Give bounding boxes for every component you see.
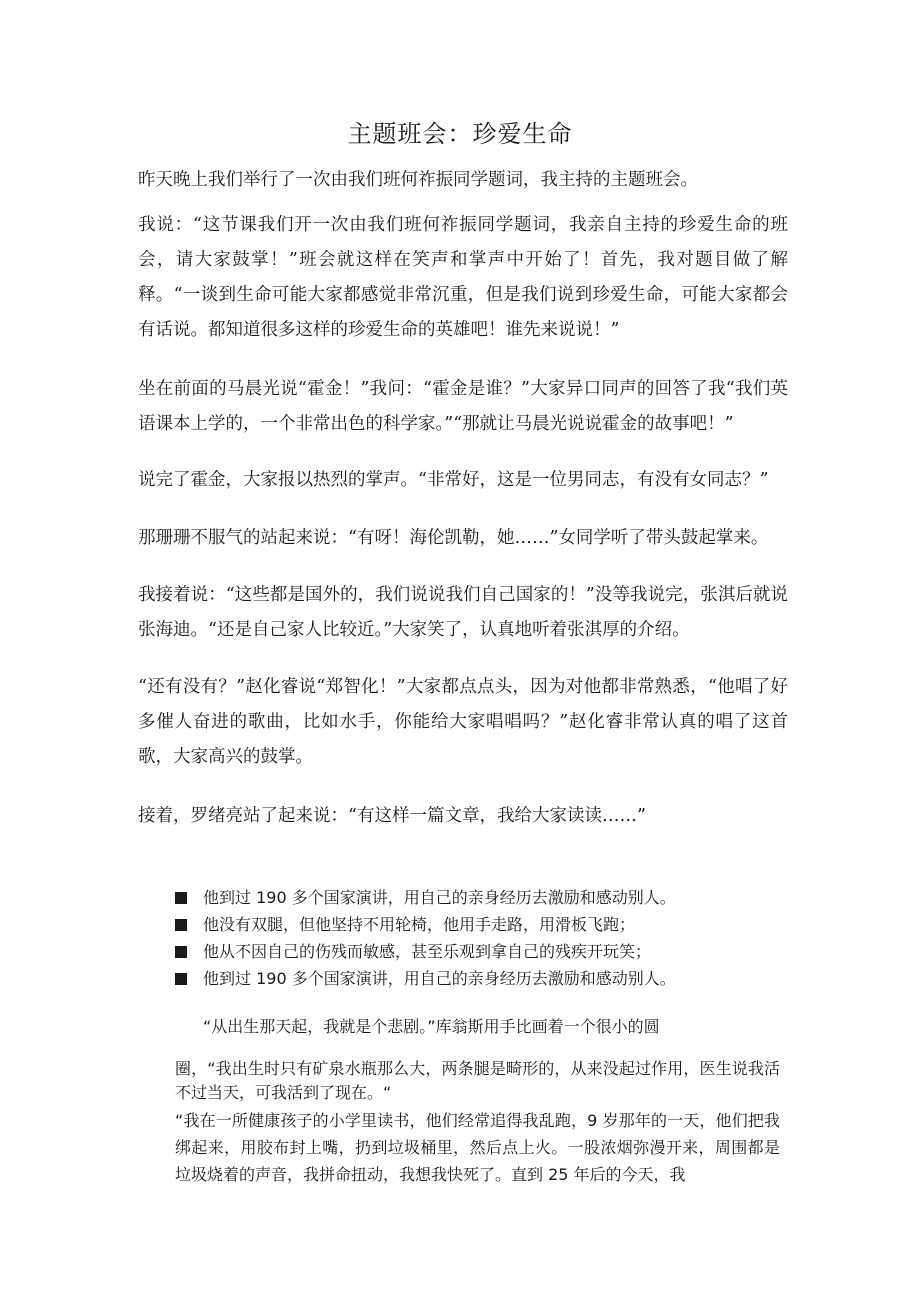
list-item-text: 他到过 190 多个国家演讲，用自己的亲身经历去激励和感动别人。: [203, 888, 676, 907]
square-bullet-icon: [175, 946, 187, 958]
paragraph-reading: 接着，罗绪亮站了起来说：“有这样一篇文章，我给大家读读……”: [138, 806, 646, 826]
story-paragraph-school: “我在一所健康孩子的小学里读书，他们经常追得我乱跑，9 岁那年的一天，他们把我绑起来，用胶布封上嘴，扔到垃圾桶里，然后点上火。一股浓烟弥漫开来，周围都是垃圾烧着的声音，我拼命扭动，我想我快死了。直到 25 年后的今天，我: [175, 1111, 780, 1184]
story-line-opening: “从出生那天起，我就是个悲剧。”库翁斯用手比画着一个很小的圆: [203, 1017, 660, 1036]
list-item: [175, 884, 795, 911]
square-bullet-icon: [175, 892, 187, 904]
list-item-text: 他没有双腿，但他坚持不用轮椅，他用手走路，用滑板飞跑；: [203, 915, 636, 934]
paragraph-helen-keller: 那珊珊不服气的站起来说：“有呀！海伦凯勒，她……”女同学听了带头鼓起掌来。: [138, 528, 769, 548]
square-bullet-icon: [175, 919, 187, 931]
paragraph-intro: 昨天晚上我们举行了一次由我们班何祚振同学题词，我主持的主题班会。: [138, 170, 698, 190]
list-item: [175, 938, 795, 965]
square-bullet-icon: [175, 973, 187, 985]
list-item-text: 他到过 190 多个国家演讲，用自己的亲身经历去激励和感动别人。: [203, 969, 676, 988]
paragraph-zheng-zhihua: “还有没有？”赵化睿说“郑智化！”大家都点点头，因为对他都非常熟悉，“他唱了好多催人奋进的歌曲，比如水手，你能给大家唱唱吗？”赵化睿非常认真的唱了这首歌，大家高兴的鼓掌。: [138, 677, 788, 767]
paragraph-applause: 说完了霍金，大家报以热烈的掌声。“非常好，这是一位男同志，有没有女同志？”: [138, 470, 769, 490]
story-paragraph-birth: 圈，“我出生时只有矿泉水瓶那么大，两条腿是畸形的，从来没起过作用，医生说我活不过当天，可我活到了现在。“: [175, 1059, 780, 1102]
paragraph-zhang-haidi: 我接着说：“这些都是国外的，我们说说我们自己国家的！”没等我说完，张淇后就说张海迪。“还是自己家人比较近。”大家笑了，认真地听着张淇厚的介绍。: [138, 585, 788, 640]
paragraph-hawking: 坐在前面的马晨光说“霍金！”我问：“霍金是谁？”大家异口同声的回答了我“我们英语课本上学的，一个非常出色的科学家。”“那就让马晨光说说霍金的故事吧！”: [138, 379, 788, 434]
paragraph-opening-speech: 我说：“这节课我们开一次由我们班何祚振同学题词，我亲自主持的珍爱生命的班会，请大家鼓掌！”班会就这样在笑声和掌声中开始了！首先，我对题目做了解释。“一谈到生命可能大家都感觉非常沉重，但是我们说到珍爱生命，可能大家都会有话说。都知道很多这样的珍爱生命的英雄吧！谁先来说说！”: [138, 215, 788, 340]
document-title: 主题班会：珍爱生命: [347, 120, 573, 148]
list-item: [175, 911, 795, 938]
list-item-text: 他从不因自己的伤残而敏感，甚至乐观到拿自己的残疾开玩笑；: [203, 942, 652, 961]
list-item: [175, 965, 795, 992]
bullet-list: [175, 884, 795, 992]
